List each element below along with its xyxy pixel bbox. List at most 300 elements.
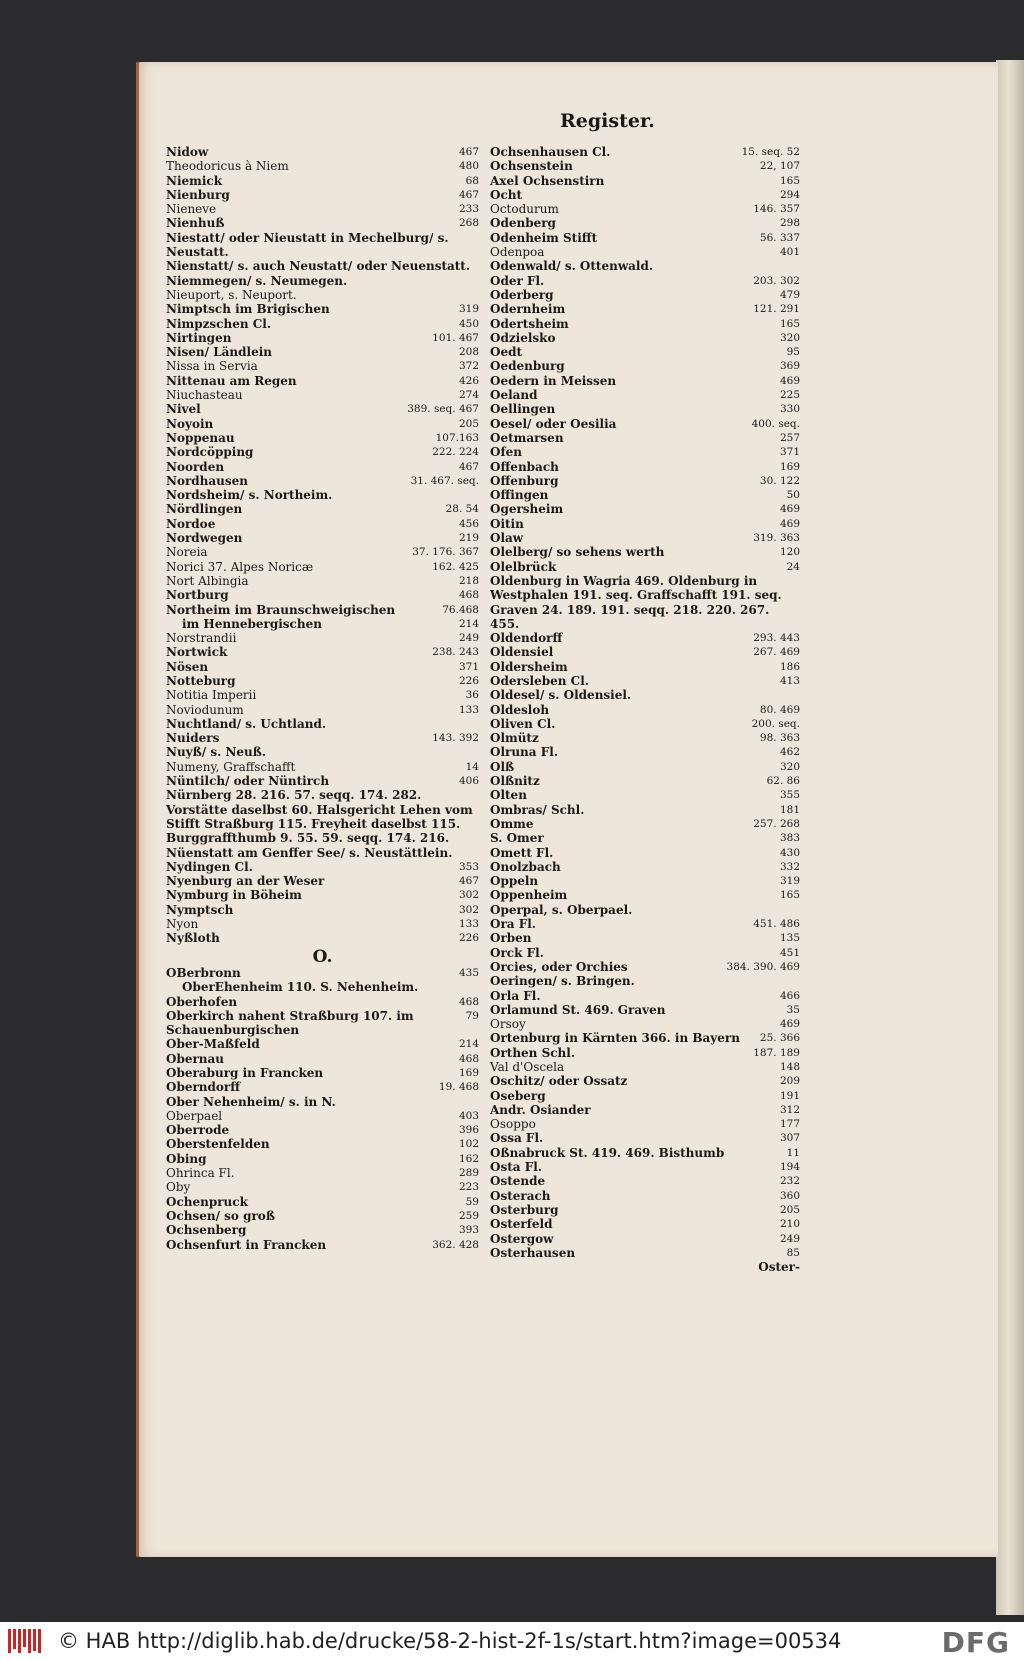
index-entry <box>166 760 479 774</box>
right-entries <box>490 145 800 1260</box>
entry-page: 479 <box>779 288 800 301</box>
entry-name: Numeny, Graffschafft <box>166 759 296 774</box>
entry-name: Nienburg <box>166 187 230 202</box>
entry-page: 135 <box>779 932 800 945</box>
entry-page: 268 <box>458 217 479 230</box>
entry-name: Oberhofen <box>166 994 238 1009</box>
register-left-column <box>166 145 479 1252</box>
entry-name: Nydingen Cl. <box>166 859 253 874</box>
entry-page: 238. 243 <box>432 646 479 659</box>
entry-page: 165 <box>779 889 800 902</box>
index-entry <box>490 431 800 445</box>
index-entry <box>490 317 800 331</box>
entry-page: 307 <box>779 1132 800 1145</box>
index-entry <box>166 917 479 931</box>
entry-name: Ogersheim <box>490 502 564 517</box>
entry-name: Oldensiel <box>490 645 554 660</box>
entry-name: Niemick <box>166 173 223 188</box>
entry-page: 413 <box>779 674 800 687</box>
index-entry <box>490 402 800 416</box>
entry-page: 22, 107 <box>759 160 800 173</box>
entry-page: 222. 224 <box>432 446 479 459</box>
entry-page: 396 <box>458 1124 479 1137</box>
footer-bar <box>0 1622 1024 1660</box>
index-entry <box>490 688 800 702</box>
entry-name: Orla Fl. <box>490 988 541 1003</box>
entry-name: Nordhausen <box>166 473 249 488</box>
entry-name: Noyoin <box>166 416 214 431</box>
entry-name: Axel Ochsenstirn <box>490 173 605 188</box>
entry-page: 371 <box>779 446 800 459</box>
entry-page: 120 <box>779 546 800 559</box>
index-entry <box>166 159 479 173</box>
entry-page: 430 <box>779 846 800 859</box>
entry-page: 362. 428 <box>432 1238 479 1251</box>
entry-page: 302 <box>458 903 479 916</box>
entry-name: Theodoricus à Niem <box>166 159 289 174</box>
entry-name: OberEhenheim 110. S. Nehenheim. <box>182 980 419 995</box>
index-entry <box>166 588 479 602</box>
entry-page: 85 <box>786 1246 800 1259</box>
index-entry <box>166 1152 479 1166</box>
index-entry <box>490 1031 800 1045</box>
entry-page: 249 <box>779 1232 800 1245</box>
index-entry <box>166 1123 479 1137</box>
index-entry <box>166 531 479 545</box>
entry-name: Nort Albingia <box>166 573 249 588</box>
entry-name: Nivel <box>166 402 201 417</box>
index-entry <box>490 1060 800 1074</box>
index-entry <box>490 1089 800 1103</box>
index-entry <box>490 1074 800 1088</box>
entry-name: Oberndorff <box>166 1080 241 1095</box>
entry-page: 169 <box>458 1067 479 1079</box>
index-entry <box>490 1174 800 1188</box>
entry-name: Olten <box>490 788 527 803</box>
entry-page: 372 <box>458 360 479 373</box>
index-entry <box>490 960 800 974</box>
entry-name: Nyon <box>166 917 199 932</box>
entry-page: 19. 468 <box>438 1081 479 1094</box>
index-entry <box>490 216 800 230</box>
entry-page: 393 <box>458 1224 479 1237</box>
index-entry <box>490 274 800 288</box>
index-entry <box>166 560 479 574</box>
entry-name: Olaw <box>490 531 524 546</box>
index-entry <box>490 731 800 745</box>
entry-page: 320 <box>779 331 800 344</box>
entry-page: 469 <box>779 503 800 516</box>
entry-page: 162. 425 <box>432 560 479 573</box>
entry-page: 35 <box>786 1003 800 1016</box>
entry-name: Offenbach <box>490 459 559 474</box>
index-entry <box>166 502 479 516</box>
index-entry <box>166 631 479 645</box>
entry-name: Odenwald/ s. Ottenwald. <box>490 259 654 274</box>
index-entry <box>490 846 800 860</box>
entry-page: 369 <box>779 360 800 373</box>
entry-name: Osterburg <box>490 1202 559 1217</box>
entry-page: 267. 469 <box>753 646 800 659</box>
entry-name: Ochenpruck <box>166 1194 248 1209</box>
index-entry <box>490 345 800 359</box>
entry-name: Obernau <box>166 1051 225 1066</box>
index-entry <box>490 1203 800 1217</box>
register-right-column <box>490 145 800 1274</box>
entry-name: Nymburg in Böheim <box>166 888 302 903</box>
index-entry <box>490 917 800 931</box>
entry-page: 191 <box>779 1089 800 1102</box>
entry-name: Oldesloh <box>490 702 550 717</box>
entry-name: Oppeln <box>490 874 539 889</box>
index-entry <box>166 1009 479 1038</box>
entry-page: 177 <box>779 1118 800 1131</box>
index-entry <box>490 1003 800 1017</box>
entry-page: 289 <box>458 1167 479 1180</box>
entry-name: Andr. Osiander <box>490 1102 591 1117</box>
entry-page: 467 <box>458 460 479 473</box>
index-entry <box>490 1232 800 1246</box>
index-entry <box>490 1146 800 1160</box>
entry-name: Nösen <box>166 659 209 674</box>
entry-name: Oeringen/ s. Bringen. <box>490 974 635 989</box>
entry-page: 205 <box>458 417 479 430</box>
entry-name: Nimptsch im Brigischen <box>166 302 330 317</box>
entry-name: Odzielsko <box>490 330 556 345</box>
entry-page: 302 <box>458 889 479 902</box>
entry-name: Norici 37. Alpes Noricæ <box>166 559 314 574</box>
entry-name: Orsoy <box>490 1017 526 1032</box>
entry-name: Olelbrück <box>490 559 557 574</box>
index-entry <box>490 245 800 259</box>
index-entry <box>490 331 800 345</box>
index-entry <box>490 1189 800 1203</box>
index-entry <box>490 445 800 459</box>
index-entry <box>166 288 479 302</box>
index-entry <box>490 1160 800 1174</box>
index-entry <box>166 545 479 559</box>
index-entry <box>166 574 479 588</box>
entry-name: Nieneve <box>166 202 217 217</box>
entry-name: Nördlingen <box>166 502 243 517</box>
index-entry <box>166 1238 479 1252</box>
entry-name: Nordoe <box>166 516 216 531</box>
index-entry <box>166 1052 479 1066</box>
index-entry <box>490 545 800 559</box>
entry-page: 218 <box>458 574 479 587</box>
entry-page: 30. 122 <box>759 474 800 487</box>
entry-page: 298 <box>779 217 800 230</box>
entry-name: Nittenau am Regen <box>166 373 297 388</box>
index-entry <box>166 1066 479 1080</box>
index-entry <box>490 288 800 302</box>
index-entry <box>166 517 479 531</box>
entry-page: 319 <box>779 875 800 888</box>
left-entries <box>166 145 479 946</box>
entry-name: Oder Fl. <box>490 273 545 288</box>
index-entry <box>490 903 800 917</box>
entry-name: Nüenstatt am Genffer See/ s. Neustättlein. <box>166 845 453 860</box>
entry-page: 462 <box>779 746 800 759</box>
entry-page: 101. 467 <box>432 331 479 344</box>
index-entry <box>490 460 800 474</box>
index-entry <box>166 788 479 845</box>
entry-name: Odernheim <box>490 302 566 317</box>
entry-name: Niemmegen/ s. Neumegen. <box>166 273 348 288</box>
entry-name: Noviodunum <box>166 702 244 717</box>
entry-name: Oßnabruck St. 419. 469. Bisthumb <box>490 1145 725 1160</box>
entry-name: Nordwegen <box>166 531 243 546</box>
adjacent-page-edge <box>996 60 1024 1615</box>
entry-page: 467 <box>458 188 479 201</box>
entry-name: Oitin <box>490 516 524 531</box>
entry-page: 468 <box>458 995 479 1008</box>
index-entry <box>490 188 800 202</box>
entry-name: Omme <box>490 816 534 831</box>
entry-name: Oby <box>166 1180 191 1195</box>
entry-name: Nisen/ Ländlein <box>166 345 273 360</box>
index-entry <box>166 731 479 745</box>
entry-page: 59 <box>465 1195 479 1208</box>
index-entry <box>166 1137 479 1151</box>
entry-page: 355 <box>779 789 800 802</box>
index-entry <box>490 745 800 759</box>
entry-page: 169 <box>779 460 800 473</box>
entry-page: 353 <box>458 860 479 873</box>
entry-name: Orck Fl. <box>490 945 544 960</box>
entry-page: 56. 337 <box>759 231 800 244</box>
entry-name: Ohrinca Fl. <box>166 1166 235 1181</box>
index-entry <box>490 359 800 373</box>
index-entry <box>490 931 800 945</box>
index-entry <box>490 488 800 502</box>
entry-name: Oellingen <box>490 402 556 417</box>
index-entry <box>490 946 800 960</box>
index-entry <box>166 888 479 902</box>
index-entry <box>490 788 800 802</box>
entry-name: Nienhuß <box>166 216 225 231</box>
entry-page: 274 <box>458 389 479 402</box>
index-entry <box>166 216 479 230</box>
entry-name: Nordsheim/ s. Northeim. <box>166 488 333 503</box>
index-entry <box>490 717 800 731</box>
entry-name: Oetmarsen <box>490 430 564 445</box>
entry-page: 107.163 <box>435 431 479 444</box>
index-entry <box>166 145 479 159</box>
entry-name: Notitia Imperii <box>166 688 257 703</box>
index-entry <box>166 660 479 674</box>
entry-name: Noppenau <box>166 430 235 445</box>
hab-barcode-logo <box>8 1629 44 1653</box>
entry-name: Ora Fl. <box>490 917 536 932</box>
entry-name: Noorden <box>166 459 225 474</box>
index-entry <box>490 760 800 774</box>
entry-name: Oldenburg in Wagria 469. Oldenburg in Westphalen 191. seq. Graffschafft 191. seq. Graven 24. 189. 191. seqq. 218. 220. 267. 455. <box>490 573 782 631</box>
entry-page: 28. 54 <box>445 503 479 516</box>
entry-page: 208 <box>458 346 479 359</box>
entry-name: Niestatt/ oder Nieustatt in Mechelburg/ s. Neustatt. <box>166 230 449 260</box>
entry-page: 383 <box>779 832 800 845</box>
entry-name: Nirtingen <box>166 330 232 345</box>
entry-page: 15. seq. 52 <box>741 146 800 158</box>
entry-name: Oschitz/ oder Ossatz <box>490 1074 628 1089</box>
index-entry <box>490 1131 800 1145</box>
entry-name: Odersleben Cl. <box>490 673 589 688</box>
index-entry <box>490 531 800 545</box>
entry-name: Nürnberg 28. 216. 57. seqq. 174. 282. Vorstätte daselbst 60. Halsgericht Lehen vom Stifft Straßburg 115. Freyheit daselbst 115. Burggraffthumb 9. 55. 59. seqq. 174. 216. <box>166 788 473 846</box>
entry-name: Ochsenfurt in Francken <box>166 1237 327 1252</box>
entry-page: 205 <box>779 1203 800 1216</box>
index-entry <box>490 817 800 831</box>
entry-name: OBerbronn <box>166 965 241 980</box>
index-entry <box>490 259 800 273</box>
entry-name: Ober Nehenheim/ s. in N. <box>166 1094 336 1109</box>
entry-name: Oliven Cl. <box>490 716 556 731</box>
entry-name: Ostende <box>490 1174 546 1189</box>
entry-name: Olruna Fl. <box>490 745 558 760</box>
entry-page: 102 <box>458 1138 479 1151</box>
entry-page: 37. 176. 367 <box>412 546 479 559</box>
catchword: Oster- <box>758 1260 800 1275</box>
entry-name: Ocht <box>490 187 523 202</box>
entry-page: 143. 392 <box>432 732 479 745</box>
index-entry <box>166 980 479 994</box>
index-entry <box>490 374 800 388</box>
index-entry <box>490 703 800 717</box>
index-entry <box>166 417 479 431</box>
entry-name: Oldendorff <box>490 631 563 646</box>
entry-name: Oldesel/ s. Oldensiel. <box>490 688 632 703</box>
index-entry <box>166 460 479 474</box>
entry-name: Omett Fl. <box>490 845 554 860</box>
entry-name: Oppenheim <box>490 888 568 903</box>
index-entry <box>166 688 479 702</box>
entry-page: 95 <box>786 346 800 359</box>
entry-page: 360 <box>779 1189 800 1202</box>
index-entry <box>490 502 800 516</box>
entry-name: Ochsenstein <box>490 159 573 174</box>
entry-page: 435 <box>458 966 479 979</box>
index-entry <box>166 717 479 731</box>
entry-page: 451. 486 <box>753 918 800 931</box>
entry-page: 79 <box>465 1009 479 1022</box>
entry-page: 187. 189 <box>753 1046 800 1059</box>
entry-name: Oberaburg in Francken <box>166 1066 324 1080</box>
index-entry <box>166 331 479 345</box>
index-entry <box>490 660 800 674</box>
entry-name: Osterfeld <box>490 1217 553 1232</box>
entry-name: Osterach <box>490 1188 551 1203</box>
entry-page: 98. 363 <box>759 732 800 745</box>
entry-name: Northeim im Braunschweigischen <box>166 602 396 617</box>
entry-name: Noreia <box>166 545 208 560</box>
index-entry <box>166 745 479 759</box>
index-entry <box>166 402 479 416</box>
entry-name: Nortwick <box>166 645 228 660</box>
entry-page: 11 <box>786 1146 800 1159</box>
entry-page: 257 <box>779 431 800 444</box>
entry-name: Oedern in Meissen <box>490 373 617 388</box>
entry-page: 148 <box>779 1061 800 1073</box>
index-entry <box>166 431 479 445</box>
entry-name: Oesel/ oder Oesilia <box>490 416 617 431</box>
entry-name: Ochsenhausen Cl. <box>490 145 611 159</box>
index-entry <box>166 931 479 945</box>
entry-page: 293. 443 <box>753 632 800 645</box>
entry-page: 468 <box>458 589 479 602</box>
entry-page: 24 <box>786 560 800 573</box>
index-entry <box>166 1180 479 1194</box>
index-entry <box>490 560 800 574</box>
entry-page: 450 <box>458 317 479 330</box>
entry-name: Ochsenberg <box>166 1223 247 1238</box>
entry-page: 146. 357 <box>753 203 800 216</box>
entry-page: 426 <box>458 374 479 387</box>
entry-page: 232 <box>779 1175 800 1188</box>
index-entry <box>490 989 800 1003</box>
index-entry <box>166 774 479 788</box>
entry-page: 401 <box>779 246 800 259</box>
index-entry <box>166 274 479 288</box>
entry-page: 233 <box>458 203 479 216</box>
index-entry <box>490 517 800 531</box>
footer-url: © HAB http://diglib.hab.de/drucke/58-2-hist-2f-1s/start.htm?image=00534 <box>58 1629 842 1653</box>
index-entry <box>490 1246 800 1260</box>
entry-page: 469 <box>779 517 800 530</box>
entry-name: Ochsen/ so groß <box>166 1208 275 1223</box>
index-entry <box>490 1103 800 1117</box>
entry-page: 50 <box>786 489 800 502</box>
index-entry <box>490 302 800 316</box>
index-entry <box>490 888 800 902</box>
entry-name: im Hennebergischen <box>182 616 322 631</box>
entry-name: Nidow <box>166 145 209 159</box>
index-entry <box>166 617 479 631</box>
index-entry <box>490 145 800 159</box>
entry-page: 468 <box>458 1052 479 1065</box>
index-entry <box>166 202 479 216</box>
entry-name: Niuchasteau <box>166 388 243 403</box>
entry-page: 121. 291 <box>753 303 800 316</box>
entry-name: Osta Fl. <box>490 1160 542 1175</box>
index-entry <box>166 603 479 617</box>
entry-name: Olß <box>490 759 515 774</box>
index-entry <box>166 188 479 202</box>
entry-page: 330 <box>779 403 800 416</box>
entry-page: 469 <box>779 1018 800 1031</box>
entry-page: 25. 366 <box>759 1032 800 1045</box>
entry-name: Oedenburg <box>490 359 565 374</box>
entry-name: Nymptsch <box>166 902 234 917</box>
entry-name: Obing <box>166 1151 207 1166</box>
entry-page: 14 <box>465 760 479 773</box>
index-entry <box>490 860 800 874</box>
dfg-logo: DFG <box>941 1626 1010 1659</box>
entry-page: 214 <box>458 1038 479 1051</box>
entry-name: Nissa in Servia <box>166 359 258 374</box>
entry-page: 219 <box>458 532 479 545</box>
entry-page: 200. seq. <box>751 717 800 730</box>
entry-name: Nimpzschen Cl. <box>166 316 272 331</box>
entry-page: 31. 467. seq. <box>410 474 479 487</box>
entry-name: Olelberg/ so sehens werth <box>490 545 665 560</box>
entry-page: 226 <box>458 674 479 687</box>
index-entry <box>490 774 800 788</box>
index-entry <box>166 359 479 373</box>
entry-name: Nuiders <box>166 731 220 746</box>
index-entry <box>166 474 479 488</box>
entry-page: 467 <box>458 875 479 888</box>
